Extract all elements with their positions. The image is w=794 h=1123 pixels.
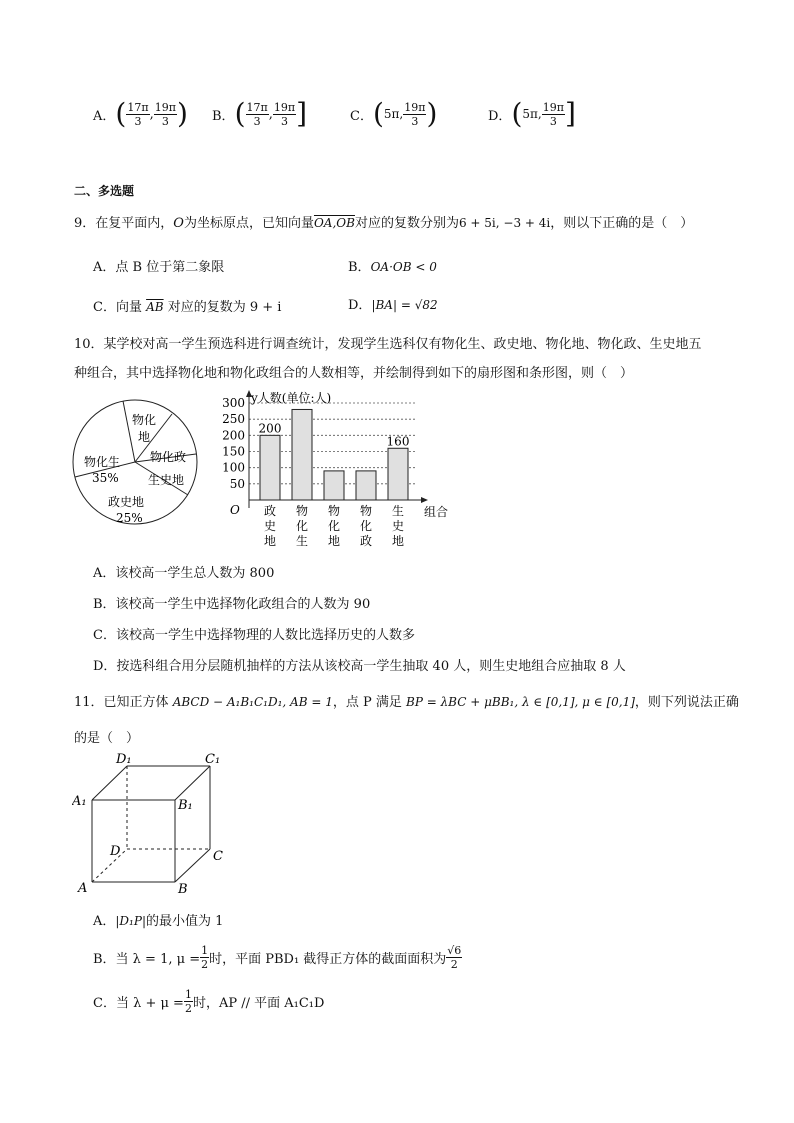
q10-stem-line2: 种组合，其中选择物化地和物化政组合的人数相等，并绘制得到如下的扇形图和条形图，则（ ） [74,366,634,381]
bar [324,471,344,500]
vertex-label: B₁ [178,798,193,813]
y-tick-label: 200 [222,428,245,443]
y-tick-label: 100 [222,460,245,475]
bar [260,435,280,500]
bar [388,448,408,500]
x-axis-arrow [421,497,428,503]
cube-edge [92,766,127,800]
fraction: $\frac{19\pi}{3}$ [154,100,176,128]
fraction: $\frac{19\pi}{3}$ [542,100,564,128]
x-tick-label: 生 [391,504,405,518]
x-tick-label: 地 [327,534,341,548]
paren: ( [115,97,127,130]
option-label: D． [488,108,512,124]
paren: ] [564,97,576,130]
q8-option-c: C． ( 5π, $\frac{19\pi}{3}$ ) [350,97,438,130]
q8-option-d: D． ( 5π, $\frac{19\pi}{3}$ ] [488,97,576,130]
fraction: $\frac{17\pi}{3}$ [127,100,149,128]
fraction: $\frac{1}{2}$ [201,944,209,971]
cube-edge [175,766,210,800]
paren: ] [296,97,308,130]
x-tick-label: 史 [263,519,277,533]
fraction: $\frac{1}{2}$ [184,988,192,1015]
pie-chart [70,392,200,532]
x-tick-label: 地 [263,534,277,548]
q10-option-d: D．按选科组合用分层随机抽样的方法从该校高一学生抽取 40 人，则生史地组合应抽取 8 人 [93,659,626,674]
y-tick-label: 150 [222,444,245,459]
data-label: 160 [386,434,410,449]
q9-option-b: B．OA·OB < 0 [348,260,437,275]
paren: ( [234,97,246,130]
paren: ( [511,97,523,130]
fraction: $\frac{19\pi}{3}$ [273,100,296,128]
q10-stem-line1: 10．某学校对高一学生预选科进行调查统计，发现学生选科仅有物化生、政史地、物化地、物化政、生史地五 [74,337,702,352]
x-tick-label: 史 [391,519,405,533]
pie-label: 物化 [132,413,157,427]
bar [356,471,376,500]
pie-label: 政史地 [108,495,145,509]
x-tick-label: 物 [295,504,309,518]
cube-diagram [72,752,232,897]
q11-option-a: A．|D₁P|的最小值为 1 [93,914,224,929]
q11-stem-line2: 的是（ ） [74,731,140,746]
q10-option-b: B．该校高一学生中选择物化政组合的人数为 90 [93,597,371,612]
x-tick-label: 政 [359,534,373,548]
data-label: 200 [258,421,282,436]
q11-option-b: B．当 λ = 1, μ = $\frac{1}{2}$ 时，平面 PBD₁ 截得正方体的截面面积为 $\frac{√6}{2}$ [93,944,462,971]
y-ticks [222,396,245,491]
q9-option-c: C．向量 $\overline{AB}$ 对应的复数为 9 + i [93,300,282,315]
section-title: 二、多选题 [74,184,135,198]
bar [292,409,312,500]
option-label: B． [212,108,235,124]
pie-label: 生史地 [148,473,185,487]
vertex-label: A₁ [72,794,87,809]
vertex-label: B [178,882,188,897]
y-tick-label: 300 [222,396,245,410]
x-axis-label: 组合 [424,505,449,519]
y-axis-label: y人数(单位:人) [251,391,332,405]
fraction: $\frac{√6}{2}$ [447,944,462,971]
paren: ) [176,97,188,130]
pie-label: 25% [116,511,143,525]
q8-option-b: B． ( $\frac{17\pi}{3}$ , $\frac{19\pi}{3}$ ] [212,97,308,130]
pie-label: 35% [92,471,119,485]
x-tick-label: 地 [391,534,405,548]
paren: ( [372,97,384,130]
x-ticks [264,503,404,548]
bars [260,409,408,500]
q9-stem: 9．在复平面内，O为坐标原点，已知向量OA,OB对应的复数分别为6 + 5i, −3 + 4i，则以下正确的是（ ） [74,216,694,231]
q8-option-a: A． ( $\frac{17\pi}{3}$ , $\frac{19\pi}{3}$ ) [93,97,188,130]
x-tick-label: 化 [359,519,373,533]
vertex-label: D₁ [116,752,132,767]
vertex-label: A [78,881,88,896]
data-labels [259,421,410,448]
q10-option-c: C．该校高一学生中选择物理的人数比选择历史的人数多 [93,628,415,643]
origin-label: O [230,503,240,517]
x-tick-label: 政 [263,504,277,518]
q11-option-c: C．当 λ + μ = $\frac{1}{2}$ 时，AP // 平面 A₁C₁D [93,988,325,1015]
cube-edge [175,849,210,882]
option-label: C． [350,108,373,124]
fraction: $\frac{19\pi}{3}$ [404,100,426,128]
pie-label: 地 [138,430,151,444]
x-tick-label: 物 [327,504,341,518]
x-tick-label: 化 [295,519,309,533]
option-label: A． [93,108,116,124]
pie-label: 物化政 [150,450,187,464]
pie-divider [123,401,135,462]
y-tick-label: 250 [222,412,245,427]
vertex-label: D [110,844,121,859]
pie-label: 物化生 [84,455,121,469]
q9-option-d: D．|BA| = √82 [348,298,438,313]
bar-chart [212,388,452,550]
x-tick-label: 化 [327,519,341,533]
x-tick-label: 生 [295,534,309,548]
q9-option-a: A．点 B 位于第二象限 [93,260,225,275]
x-tick-label: 物 [359,504,373,518]
vertex-label: C [213,849,223,864]
vertex-label: C₁ [205,752,221,767]
q11-stem-line1: 11．已知正方体 ABCD − A₁B₁C₁D₁, AB = 1，点 P 满足 BP = λBC + μBB₁, λ ∈ [0,1], μ ∈ [0,1]，则下列说法正确 [74,695,739,710]
y-tick-label: 50 [229,476,245,491]
q10-option-a: A．该校高一学生总人数为 800 [93,566,275,581]
paren: ) [426,97,438,130]
fraction: $\frac{17\pi}{3}$ [246,100,268,128]
